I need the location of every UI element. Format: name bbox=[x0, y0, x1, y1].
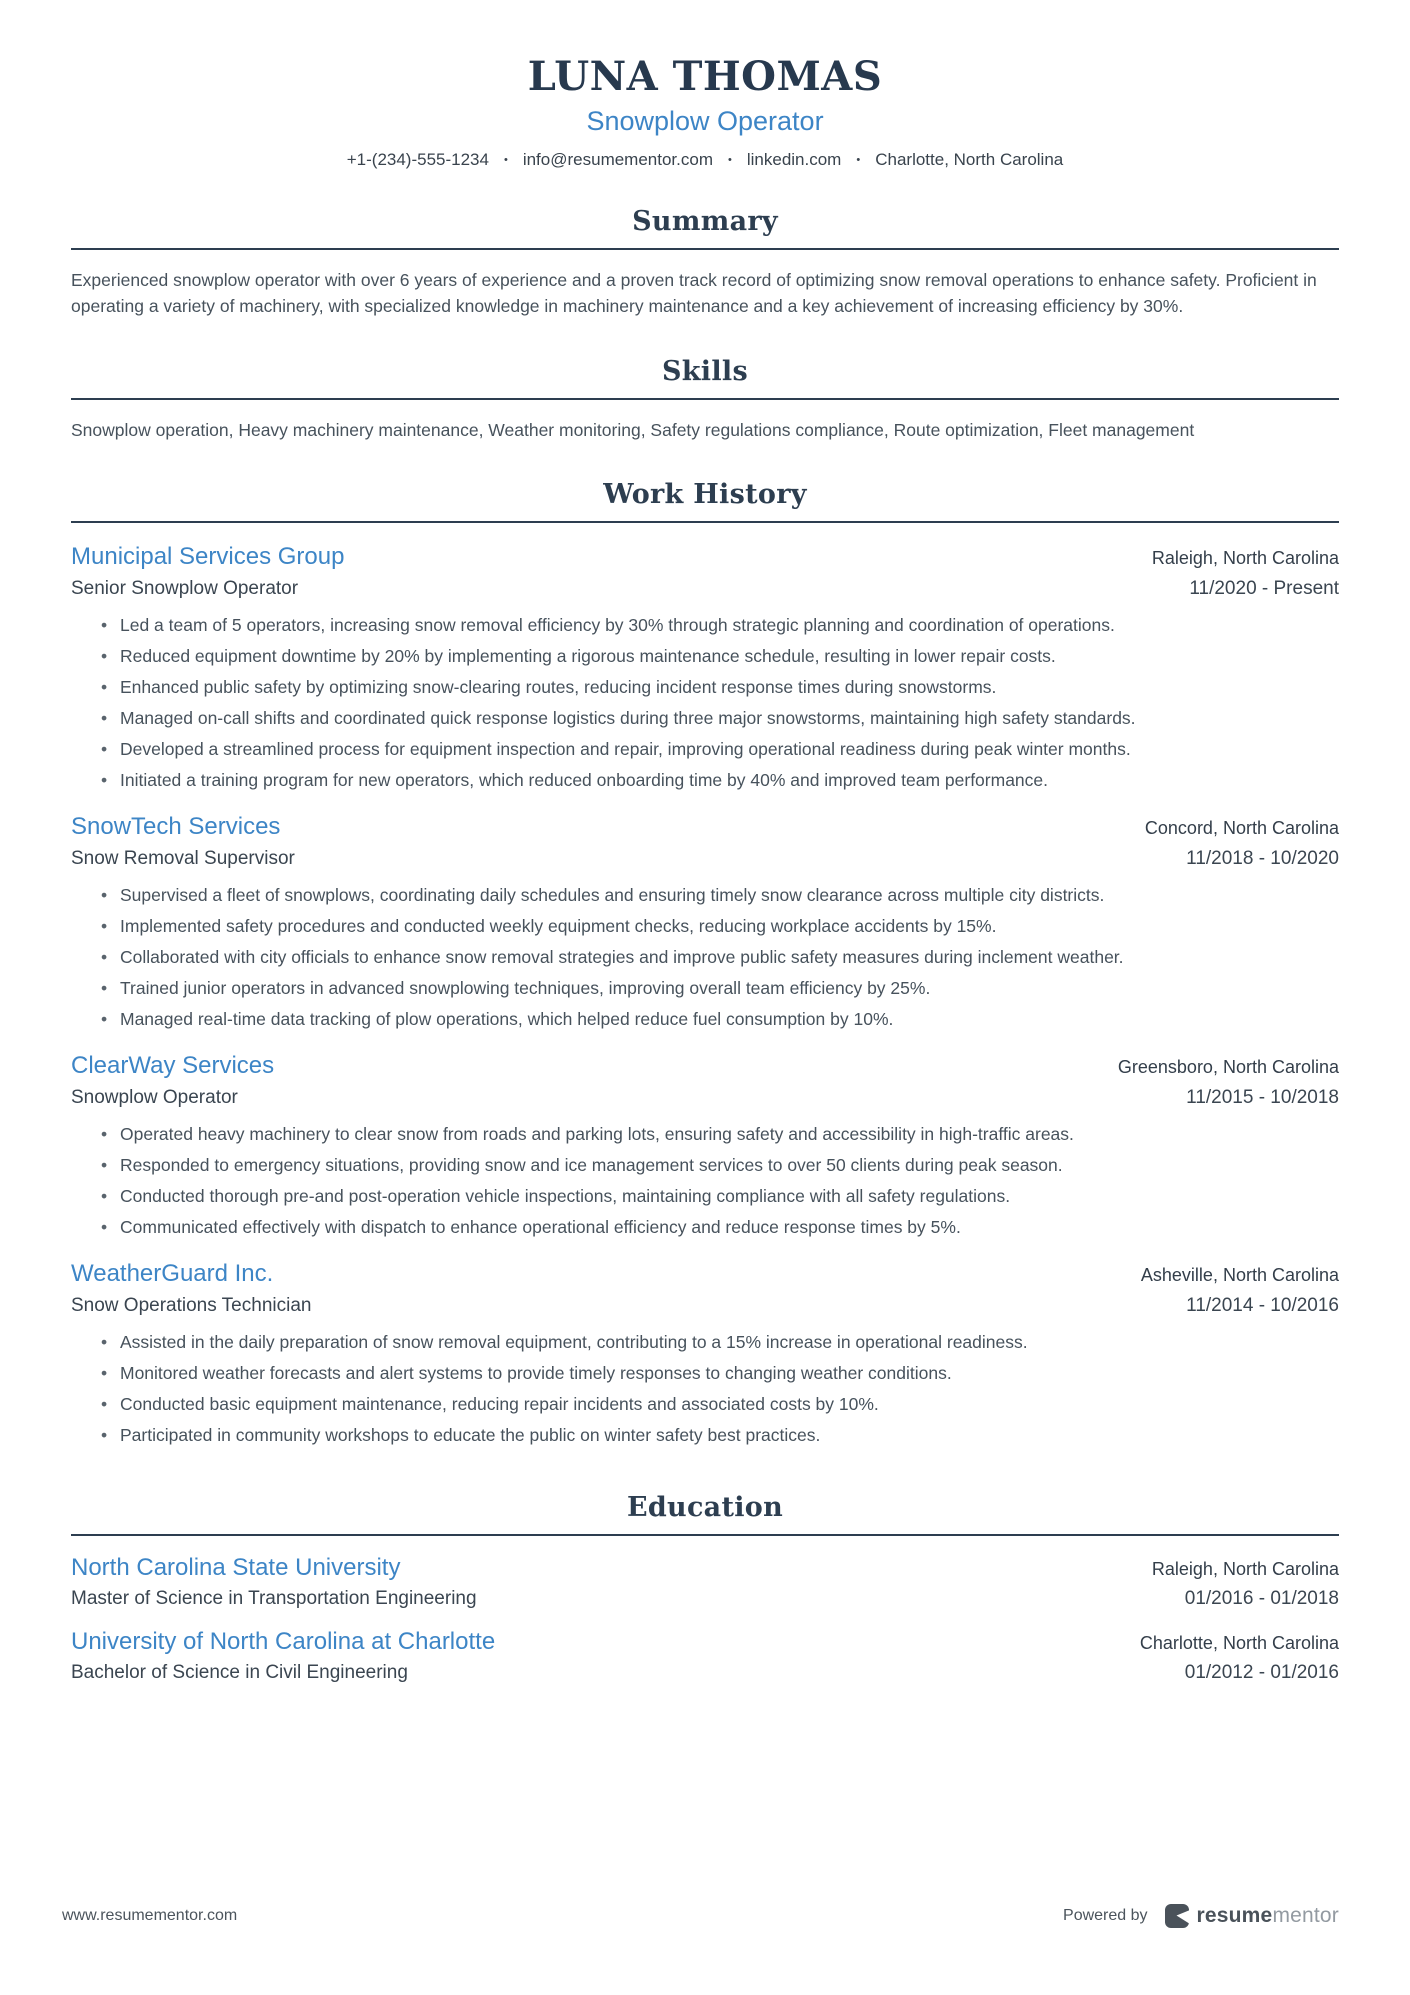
job-bullet: • Conducted thorough pre-and post-operation vehicle inspections, maintaining compliance with all safety regulations. bbox=[71, 1184, 1339, 1209]
company-name: ClearWay Services bbox=[71, 1051, 275, 1079]
powered-by-label: Powered by bbox=[1063, 1907, 1148, 1924]
education-dates: 01/2016 - 01/2018 bbox=[1184, 1588, 1339, 1610]
powered-by-group bbox=[1063, 1903, 1339, 1929]
degree-name: Bachelor of Science in Civil Engineering bbox=[71, 1662, 408, 1684]
job-dates: 11/2018 - 10/2020 bbox=[1186, 847, 1339, 869]
contact-separator: • bbox=[728, 154, 732, 166]
section-skills bbox=[71, 356, 1339, 443]
section-summary bbox=[71, 206, 1339, 320]
candidate-name: LUNA THOMAS bbox=[527, 53, 883, 100]
education-heading: Education bbox=[626, 1492, 784, 1524]
resumementor-logo[interactable] bbox=[1164, 1903, 1339, 1929]
resume-header bbox=[71, 53, 1339, 170]
job-bullet: • Managed on-call shifts and coordinated quick response logistics during three major snowstorms, maintaining high safety standards. bbox=[71, 706, 1339, 731]
job-role: Senior Snowplow Operator bbox=[71, 577, 299, 599]
job-dates: 11/2020 - Present bbox=[1189, 577, 1339, 599]
contact-location: Charlotte, North Carolina bbox=[875, 150, 1064, 169]
job-entry bbox=[71, 543, 1339, 793]
education-dates: 01/2012 - 01/2016 bbox=[1184, 1662, 1339, 1684]
section-divider bbox=[71, 1534, 1339, 1536]
contact-email[interactable]: info@resumementor.com bbox=[522, 150, 713, 169]
job-bullet: • Trained junior operators in advanced snowplowing techniques, improving overall team efficiency by 25%. bbox=[71, 976, 1339, 1001]
summary-heading: Summary bbox=[632, 206, 778, 237]
skills-heading: Skills bbox=[662, 355, 748, 387]
section-divider bbox=[71, 248, 1339, 250]
school-name: University of North Carolina at Charlotte bbox=[71, 1628, 496, 1656]
job-entry bbox=[71, 1052, 1339, 1240]
education-entry bbox=[71, 1628, 1339, 1684]
job-location: Greensboro, North Carolina bbox=[1117, 1056, 1339, 1077]
section-education bbox=[71, 1492, 1339, 1684]
job-bullet: • Implemented safety procedures and conducted weekly equipment checks, reducing workplace accidents by 15%. bbox=[71, 914, 1339, 939]
job-bullet: • Initiated a training program for new operators, which reduced onboarding time by 40% and improved team performance. bbox=[71, 768, 1339, 793]
brand-light: mentor bbox=[1272, 1904, 1339, 1927]
job-bullet: • Enhanced public safety by optimizing snow-clearing routes, reducing incident response times during snowstorms. bbox=[71, 675, 1339, 700]
job-bullet-list bbox=[71, 1122, 1339, 1240]
contact-linkedin[interactable]: linkedin.com bbox=[746, 150, 842, 169]
job-bullet: • Participated in community workshops to educate the public on winter safety best practices. bbox=[71, 1423, 1339, 1448]
job-bullet: • Collaborated with city officials to enhance snow removal strategies and improve public safety measures during inclement weather. bbox=[71, 945, 1339, 970]
job-bullet-list bbox=[71, 1330, 1339, 1448]
job-bullet: • Conducted basic equipment maintenance, reducing repair incidents and associated costs by 10%. bbox=[71, 1392, 1339, 1417]
contact-row bbox=[71, 150, 1339, 170]
summary-text: Experienced snowplow operator with over 6 years of experience and a proven track record of optimizing snow removal operations to enhance safety. Proficient in operating a variety of machinery, with specialized knowledge in machinery maintenance and a key achievement of increasing efficiency by 30%. bbox=[71, 270, 1317, 317]
company-name: SnowTech Services bbox=[71, 812, 281, 840]
job-bullet-list bbox=[71, 613, 1339, 793]
job-bullet: • Operated heavy machinery to clear snow from roads and parking lots, ensuring safety and accessibility in high-traffic areas. bbox=[71, 1122, 1339, 1147]
work-history-heading: Work History bbox=[603, 478, 807, 510]
job-role: Snowplow Operator bbox=[71, 1086, 238, 1108]
degree-name: Master of Science in Transportation Engineering bbox=[71, 1588, 477, 1610]
job-bullet: • Managed real-time data tracking of plow operations, which helped reduce fuel consumption by 10%. bbox=[71, 1007, 1339, 1032]
company-name: WeatherGuard Inc. bbox=[71, 1259, 274, 1287]
section-divider bbox=[71, 521, 1339, 523]
section-divider bbox=[71, 398, 1339, 400]
job-entry bbox=[71, 1260, 1339, 1448]
contact-separator: • bbox=[503, 154, 508, 166]
job-bullet: • Supervised a fleet of snowplows, coordinating daily schedules and ensuring timely snow clearance across multiple city districts. bbox=[71, 883, 1339, 908]
job-location: Concord, North Carolina bbox=[1144, 817, 1339, 838]
job-location: Raleigh, North Carolina bbox=[1151, 547, 1339, 568]
section-work-history bbox=[71, 479, 1339, 1448]
footer-website-link[interactable]: www.resumementor.com bbox=[62, 1907, 238, 1924]
job-bullet: • Responded to emergency situations, providing snow and ice management services to over 50 clients during peak season. bbox=[71, 1153, 1339, 1178]
skills-text: Snowplow operation, Heavy machinery maintenance, Weather monitoring, Safety regulations compliance, Route optimization, Fleet management bbox=[71, 419, 1195, 440]
contact-phone: +1-(234)-555-1234 bbox=[346, 150, 489, 169]
brand-bold: resume bbox=[1196, 1904, 1273, 1927]
job-location: Asheville, North Carolina bbox=[1140, 1264, 1339, 1285]
candidate-title: Snowplow Operator bbox=[586, 106, 824, 136]
company-name: Municipal Services Group bbox=[71, 542, 345, 570]
resumementor-logo-icon bbox=[1164, 1903, 1190, 1929]
job-bullet: • Communicated effectively with dispatch to enhance operational efficiency and reduce response times by 5%. bbox=[71, 1215, 1339, 1240]
school-location: Raleigh, North Carolina bbox=[1151, 1559, 1339, 1580]
job-dates: 11/2015 - 10/2018 bbox=[1186, 1086, 1339, 1108]
job-bullet: • Assisted in the daily preparation of snow removal equipment, contributing to a 15% increase in operational readiness. bbox=[71, 1330, 1339, 1355]
education-entry bbox=[71, 1554, 1339, 1610]
job-entry bbox=[71, 813, 1339, 1032]
school-name: North Carolina State University bbox=[71, 1554, 401, 1582]
job-bullet-list bbox=[71, 883, 1339, 1032]
job-dates: 11/2014 - 10/2016 bbox=[1186, 1294, 1339, 1316]
brand-text bbox=[1197, 1904, 1339, 1928]
job-role: Snow Operations Technician bbox=[71, 1294, 312, 1316]
contact-separator: • bbox=[856, 154, 861, 166]
job-bullet: • Monitored weather forecasts and alert systems to provide timely responses to changing weather conditions. bbox=[71, 1361, 1339, 1386]
job-bullet: • Developed a streamlined process for equipment inspection and repair, improving operational readiness during peak winter months. bbox=[71, 737, 1339, 762]
job-bullet: • Reduced equipment downtime by 20% by implementing a rigorous maintenance schedule, resulting in lower repair costs. bbox=[71, 644, 1339, 669]
job-bullet: • Led a team of 5 operators, increasing snow removal efficiency by 30% through strategic planning and coordination of operations. bbox=[71, 613, 1339, 638]
page-footer bbox=[62, 1903, 1339, 1929]
school-location: Charlotte, North Carolina bbox=[1139, 1633, 1339, 1654]
job-role: Snow Removal Supervisor bbox=[71, 847, 295, 869]
